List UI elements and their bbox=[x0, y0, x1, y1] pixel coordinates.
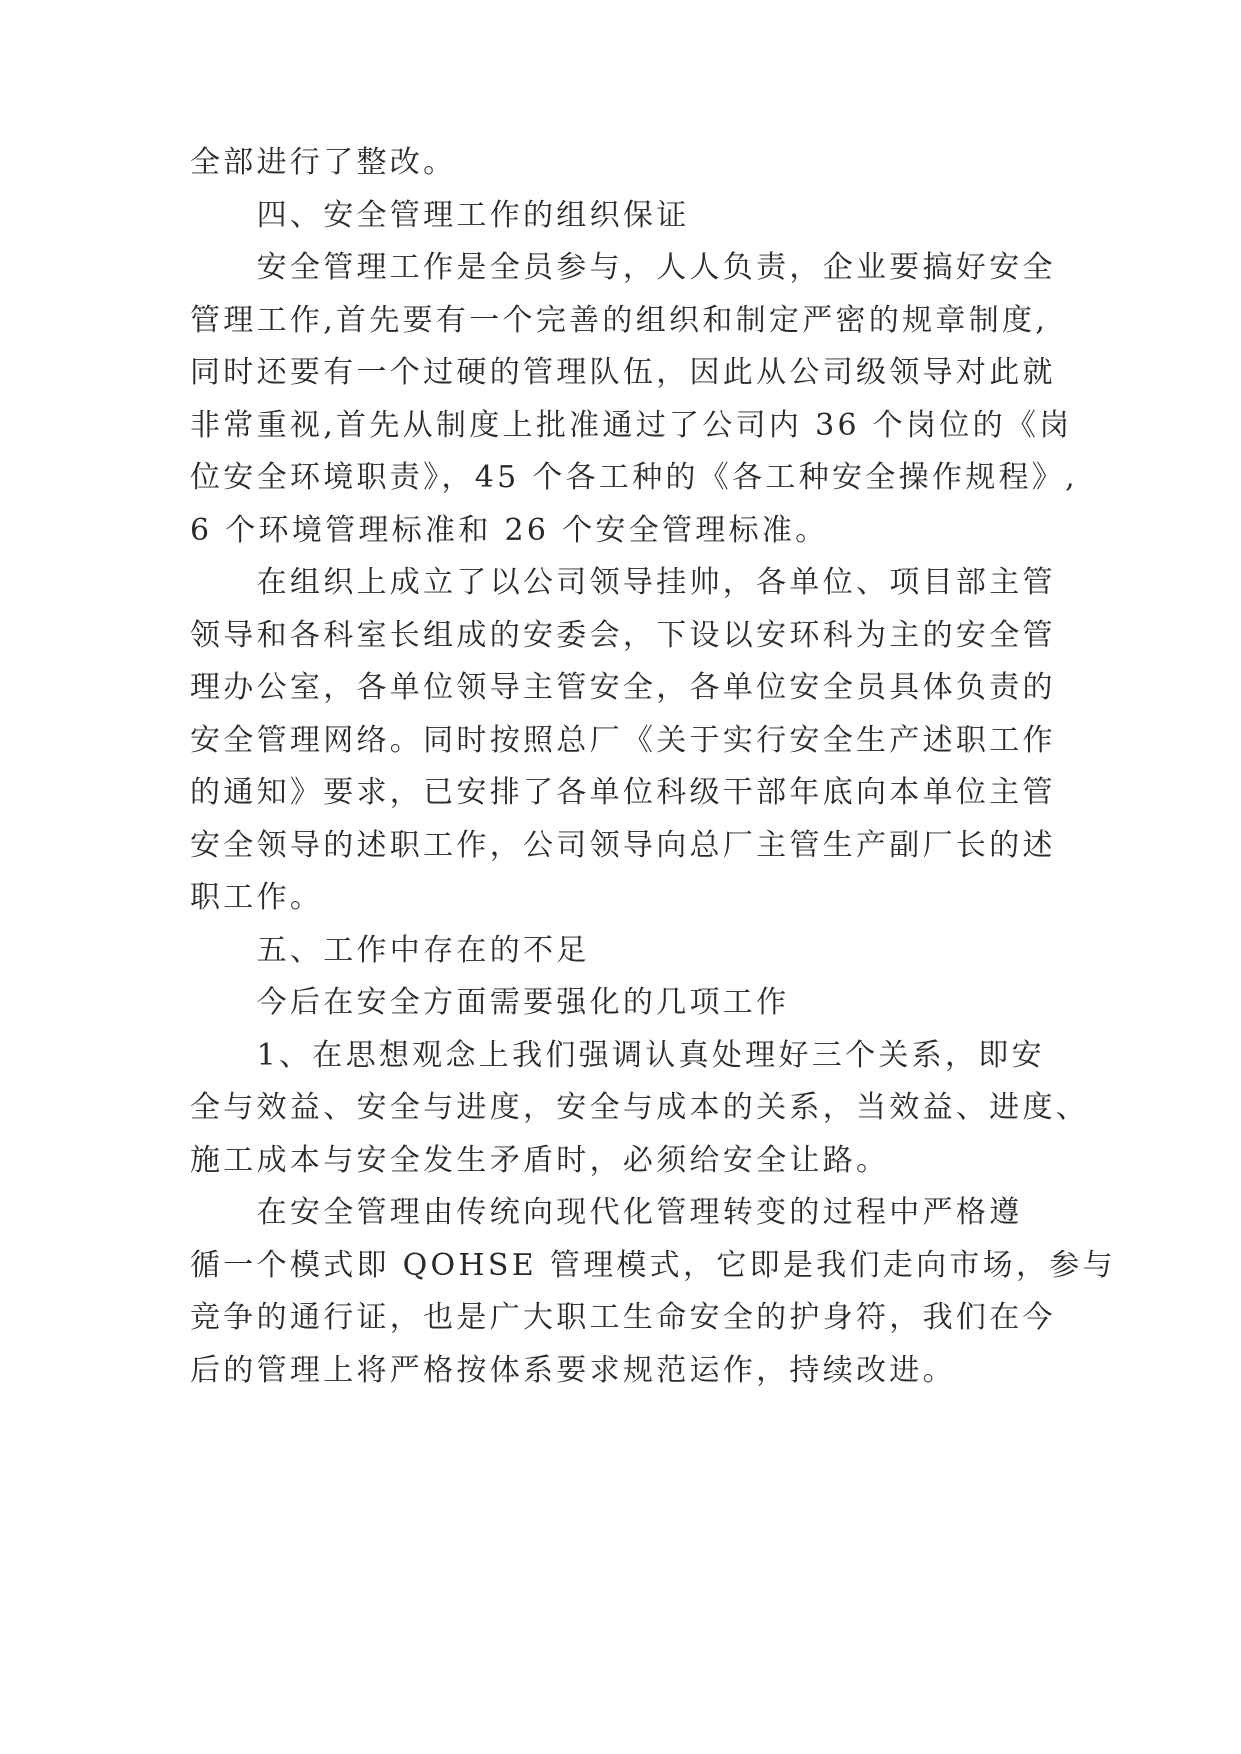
text-line: 在组织上成立了以公司领导挂帅，各单位、项目部主管 bbox=[256, 565, 1056, 600]
text-line: 全部进行了整改。 bbox=[190, 145, 457, 180]
paragraph bbox=[190, 242, 1090, 557]
text-line: 6 个环境管理标准和 26 个安全管理标准。 bbox=[190, 512, 829, 548]
paragraph bbox=[190, 557, 1090, 925]
document-body bbox=[190, 137, 1116, 1397]
text-line: 领导和各科室长组成的安委会，下设以安环科为主的安全管 bbox=[190, 617, 1056, 653]
text-line: 四、安全管理工作的组织保证 bbox=[256, 197, 690, 233]
text-line: 管理工作,首先要有一个完善的组织和制定严密的规章制度, bbox=[190, 302, 1049, 338]
text-line: 安全管理工作是全员参与，人人负责，企业要搞好安全 bbox=[256, 250, 1056, 285]
paragraph bbox=[190, 1187, 1116, 1397]
sub-heading bbox=[190, 977, 1090, 1030]
text-line: 后的管理上将严格按体系要求规范运作，持续改进。 bbox=[190, 1352, 956, 1388]
text-line: 施工成本与安全发生矛盾时，必须给安全让路。 bbox=[190, 1142, 890, 1178]
paragraph-continuation bbox=[190, 137, 1090, 190]
text-line: 安全领导的述职工作，公司领导向总厂主管生产副厂长的述 bbox=[190, 827, 1056, 863]
text-line: 职工作。 bbox=[190, 880, 324, 915]
section-heading-4 bbox=[190, 190, 1090, 243]
text-line: 循一个模式即 QOHSE 管理模式，它即是我们走向市场，参与 bbox=[190, 1247, 1116, 1283]
text-line: 的通知》要求，已安排了各单位科级干部年底向本单位主管 bbox=[190, 775, 1056, 810]
text-line: 非常重视,首先从制度上批准通过了公司内 36 个岗位的《岗 bbox=[190, 407, 1073, 443]
text-line: 在安全管理由传统向现代化管理转变的过程中严格遵 bbox=[256, 1195, 1023, 1230]
text-line: 位安全环境职责》，45 个各工种的《各工种安全操作规程》, bbox=[190, 460, 1078, 495]
text-line: 五、工作中存在的不足 bbox=[256, 932, 590, 968]
section-heading-5 bbox=[190, 925, 1090, 978]
text-line: 全与效益、安全与进度，安全与成本的关系，当效益、进度、 bbox=[190, 1090, 1090, 1125]
paragraph bbox=[190, 1030, 1090, 1188]
text-line: 今后在安全方面需要强化的几项工作 bbox=[256, 985, 790, 1020]
text-line: 理办公室，各单位领导主管安全，各单位安全员具体负责的 bbox=[190, 670, 1056, 705]
text-line: 安全管理网络。同时按照总厂《关于实行安全生产述职工作 bbox=[190, 722, 1056, 758]
text-line: 1、在思想观念上我们强调认真处理好三个关系，即安 bbox=[256, 1037, 1045, 1073]
text-line: 竞争的通行证，也是广大职工生命安全的护身符，我们在今 bbox=[190, 1300, 1056, 1335]
text-line: 同时还要有一个过硬的管理队伍，因此从公司级领导对此就 bbox=[190, 355, 1056, 390]
